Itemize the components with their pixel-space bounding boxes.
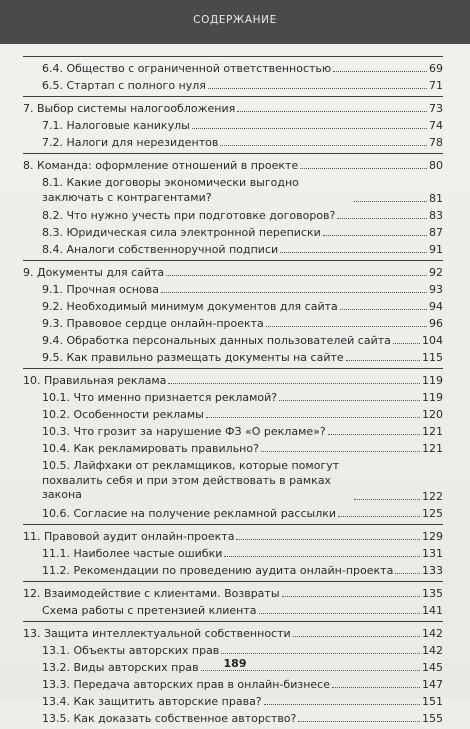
toc-entry-page-number: 121 [422,442,443,455]
toc-entry-page-number: 119 [422,391,443,404]
toc-entry-title: 12. Взаимодействие с клиентами. Возвраты [23,586,280,600]
toc-chapter-entry[interactable] [23,587,443,600]
toc-entry-page-number: 120 [422,408,443,421]
toc-entry-title: 6.4. Общество с ограниченной ответственностью [42,62,332,75]
page-number: 189 [223,657,247,670]
toc-section-entry[interactable] [23,317,443,330]
toc-dot-leader [224,556,420,557]
toc-dot-leader [323,235,427,236]
toc-entry-page-number: 121 [422,425,443,438]
toc-section-entry[interactable] [23,695,443,708]
section-divider [23,581,443,582]
toc-entry-title: 13.2. Виды авторских прав [42,660,199,674]
toc-entry-page-number: 80 [429,159,443,172]
toc-section-entry[interactable] [23,300,443,313]
toc-entry-title: 10.4. Как рекламировать правильно? [42,442,259,455]
toc-section-entry[interactable] [23,712,443,725]
toc-chapter-entry[interactable] [23,266,443,279]
section-divider [23,260,443,261]
toc-entry-title: Схема работы с претензией клиента [42,603,257,617]
toc-dot-leader [332,687,420,688]
toc-entry-page-number: 92 [429,266,443,279]
toc-dot-leader [333,71,427,72]
toc-entry-title: 8.2. Что нужно учесть при подготовке договоров? [42,209,336,222]
toc-section-entry[interactable] [23,62,443,75]
toc-entry-page-number: 71 [429,79,443,92]
toc-entry-title: 13. Защита интеллектуальной собственности [23,626,291,640]
toc-entry-page-number: 141 [422,603,443,617]
toc-section-entry[interactable] [23,547,443,560]
toc-entry-page-number: 74 [429,119,443,132]
toc-entry-page-number: 119 [422,374,443,387]
toc-dot-leader [264,704,420,705]
toc-dot-leader [338,516,420,517]
toc-chapter-entry[interactable] [23,374,443,387]
toc-entry-title: 13.4. Как защитить авторские права? [42,694,262,708]
toc-dot-leader [168,383,420,384]
toc-entry-page-number: 135 [422,586,443,600]
toc-dot-leader [280,252,427,253]
toc-entry-title: 13.1. Объекты авторских прав [42,643,220,657]
toc-section-entry[interactable] [23,644,443,657]
toc-section-entry[interactable] [23,507,443,520]
toc-entry-page-number: 142 [422,626,443,640]
toc-entry-title: 8. Команда: оформление отношений в проекте [23,159,299,172]
toc-entry-page-number: 96 [429,317,443,330]
toc-entry-page-number: 151 [422,694,443,708]
toc-entry-title: 9.1. Прочная основа [42,283,159,296]
toc-entry-title: 9. Документы для сайта [23,266,165,279]
toc-chapter-entry[interactable] [23,159,443,172]
section-divider [23,96,443,97]
toc-entry-page-number: 78 [429,136,443,149]
toc-entry-title: 7.2. Налоги для нерезидентов [42,136,219,149]
toc-entry-title: 8.4. Аналоги собственноручной подписи [42,243,279,256]
toc-entry-page-number: 104 [422,334,443,347]
toc-dot-leader [298,721,420,722]
toc-chapter-entry[interactable] [23,102,443,115]
toc-entry-title: 10.3. Что грозит за нарушение ФЗ «О рекламе»? [42,425,326,438]
toc-dot-leader [220,145,427,146]
toc-section-entry[interactable] [23,334,443,347]
toc-section-entry[interactable] [23,243,443,256]
toc-section-entry[interactable] [23,79,443,92]
toc-entry-title: 13.5. Как доказать собственное авторство? [42,711,297,725]
toc-section-entry[interactable] [23,564,443,577]
toc-entry-page-number: 83 [429,209,443,222]
toc-dot-leader [259,613,420,614]
toc-entry-page-number: 94 [429,300,443,313]
toc-dot-leader [354,201,427,202]
toc-entry-page-number: 122 [422,489,443,503]
toc-section-entry[interactable] [23,604,443,617]
toc-entry-title: 7. Выбор системы налогообложения [23,102,236,115]
toc-entry-title: 6.5. Стартап с полного нуля [42,79,206,92]
toc-dot-leader [300,168,427,169]
section-divider [23,524,443,525]
section-divider [23,153,443,154]
toc-dot-leader [346,360,420,361]
toc-entry-title: 13.3. Передача авторских прав в онлайн-бизнесе [42,677,330,691]
toc-entry-title: 11. Правовой аудит онлайн-проекта [23,529,235,543]
toc-entry-title: 9.2. Необходимый минимум документов для сайта [42,300,338,313]
toc-chapter-entry[interactable] [23,627,443,640]
toc-entry-page-number: 69 [429,62,443,75]
toc-dot-leader [221,653,420,654]
toc-entry-page-number: 87 [429,226,443,239]
toc-section-entry[interactable] [23,283,443,296]
toc-entry-page-number: 129 [422,529,443,543]
section-divider [23,621,443,622]
toc-entry-title: 9.5. Как правильно размещать документы на сайте [42,351,344,364]
page-header-bar [0,0,470,44]
toc-entry-page-number: 115 [422,351,443,364]
toc-section-entry[interactable] [23,442,443,455]
toc-entry-title: 11.1. Наиболее частые ошибки [42,546,223,560]
toc-section-entry[interactable] [23,391,443,404]
toc-dot-leader [354,499,420,500]
toc-entry-page-number: 155 [422,711,443,725]
toc-entry-title: 10.6. Согласие на получение рекламной рассылки [42,506,337,520]
toc-dot-leader [328,434,420,435]
toc-chapter-entry[interactable] [23,530,443,543]
toc-entry-page-number: 81 [429,192,443,205]
toc-section-entry[interactable] [23,209,443,222]
toc-dot-leader [293,636,420,637]
toc-entry-title: 11.2. Рекомендации по проведению аудита онлайн-проекта [42,563,394,577]
toc-entry-page-number: 125 [422,506,443,520]
toc-section-entry[interactable] [23,425,443,438]
toc-dot-leader [279,400,420,401]
toc-entry-title: 10.2. Особенности рекламы [42,408,204,421]
toc-entry-page-number: 133 [422,563,443,577]
toc-section-entry[interactable] [23,351,443,364]
toc-entry-title: 10.5. Лайфхаки от рекламщиков, которые помогут похвалить себя и при этом действовать в рамках закона [42,459,340,501]
toc-dot-leader [340,309,427,310]
toc-dot-leader [337,218,427,219]
toc-section-entry[interactable] [23,678,443,691]
toc-dot-leader [192,128,427,129]
section-divider [23,368,443,369]
toc-dot-leader [393,343,420,344]
toc-entry-title: 10. Правильная реклама [23,374,167,387]
toc-entry-page-number: 147 [422,677,443,691]
toc-dot-leader [237,111,427,112]
toc-dot-leader [261,451,420,452]
toc-entry-page-number: 73 [429,102,443,115]
toc-entry-page-number: 91 [429,243,443,256]
toc-section-entry[interactable] [23,226,443,239]
toc-dot-leader [395,573,420,574]
toc-entry-title: 10.1. Что именно признается рекламой? [42,391,278,404]
toc-entry-title: 7.1. Налоговые каникулы [42,119,190,132]
toc-dot-leader [266,326,427,327]
toc-entry-page-number: 131 [422,546,443,560]
toc-dot-leader [236,539,420,540]
toc-section-entry[interactable] [23,459,443,503]
toc-section-entry[interactable] [23,136,443,149]
toc-entry-page-number: 142 [422,643,443,657]
section-divider [23,56,443,57]
toc-dot-leader [208,88,427,89]
toc-dot-leader [166,275,427,276]
toc-entry-title: 9.3. Правовое сердце онлайн-проекта [42,317,264,330]
toc-dot-leader [161,292,427,293]
toc-dot-leader [282,596,420,597]
toc-entry-title: 8.3. Юридическая сила электронной переписки [42,226,321,239]
toc-section-entry[interactable] [23,119,443,132]
toc-entry-page-number: 93 [429,283,443,296]
toc-section-entry[interactable] [23,408,443,421]
toc-entry-title: 9.4. Обработка персональных данных пользователей сайта [42,334,391,347]
toc-entry-page-number: 145 [422,660,443,674]
toc-entry-title: 8.1. Какие договоры экономически выгодно заключать с контрагентами? [42,176,299,204]
toc-dot-leader [206,417,420,418]
toc-section-entry[interactable] [23,176,443,205]
table-of-contents [23,56,443,729]
page-header-title: СОДЕРЖАНИЕ [193,14,277,26]
